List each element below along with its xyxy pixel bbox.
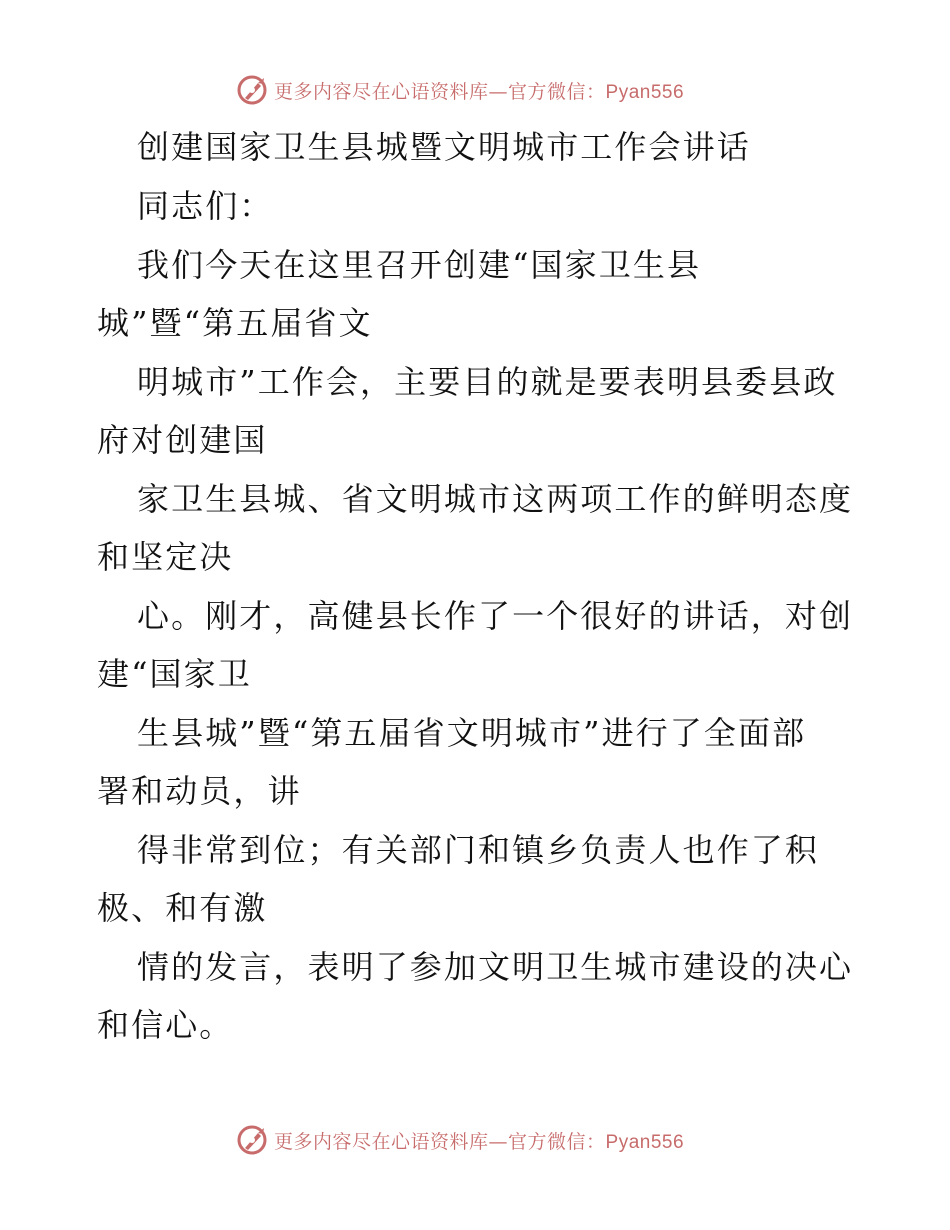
banner-site-text: 更多内容尽在心语资料库 xyxy=(274,1130,489,1153)
banner-wechat-id: Pyan556 xyxy=(605,1131,685,1153)
header-banner xyxy=(0,70,950,110)
paragraph-line: 情的发言，表明了参加文明卫生城市建设的决心 xyxy=(137,948,854,986)
paragraph-line: 署和动员，讲 xyxy=(97,772,302,810)
banner-wechat-id: Pyan556 xyxy=(605,81,685,103)
paragraph-line: 和坚定决 xyxy=(97,538,234,576)
banner-site-text: 更多内容尽在心语资料库 xyxy=(274,80,489,103)
paragraph-line: 家卫生县城、省文明城市这两项工作的鲜明态度 xyxy=(137,480,854,518)
paragraph-line: 和信心。 xyxy=(97,1006,234,1044)
banner-content xyxy=(236,1124,684,1156)
quill-pen-logo-icon xyxy=(236,74,268,106)
document-title: 创建国家卫生县城暨文明城市工作会讲话 xyxy=(137,128,751,166)
paragraph-line: 明城市”工作会，主要目的就是要表明县委县政 xyxy=(137,363,838,401)
banner-content xyxy=(236,74,684,106)
paragraph-line: 我们今天在这里召开创建“国家卫生县 xyxy=(137,246,702,284)
paragraph-line: 心。刚才，高健县长作了一个很好的讲话，对创 xyxy=(137,597,854,635)
footer-banner xyxy=(0,1120,950,1160)
paragraph-line: 生县城”暨“第五届省文明城市”进行了全面部 xyxy=(137,714,807,752)
banner-official-label: 官方微信： xyxy=(508,80,606,103)
paragraph-line: 城”暨“第五届省文 xyxy=(97,304,373,342)
paragraph-line: 建“国家卫 xyxy=(97,655,252,693)
paragraph-line: 得非常到位；有关部门和镇乡负责人也作了积 xyxy=(137,831,820,869)
salutation: 同志们： xyxy=(137,187,274,225)
banner-separator: — xyxy=(488,80,509,103)
paragraph-line: 极、和有激 xyxy=(97,889,268,927)
banner-text xyxy=(274,77,684,104)
banner-text xyxy=(274,1127,684,1154)
banner-official-label: 官方微信： xyxy=(508,1130,606,1153)
quill-pen-logo-icon xyxy=(236,1124,268,1156)
paragraph-line: 府对创建国 xyxy=(97,421,268,459)
banner-separator: — xyxy=(488,1130,509,1153)
